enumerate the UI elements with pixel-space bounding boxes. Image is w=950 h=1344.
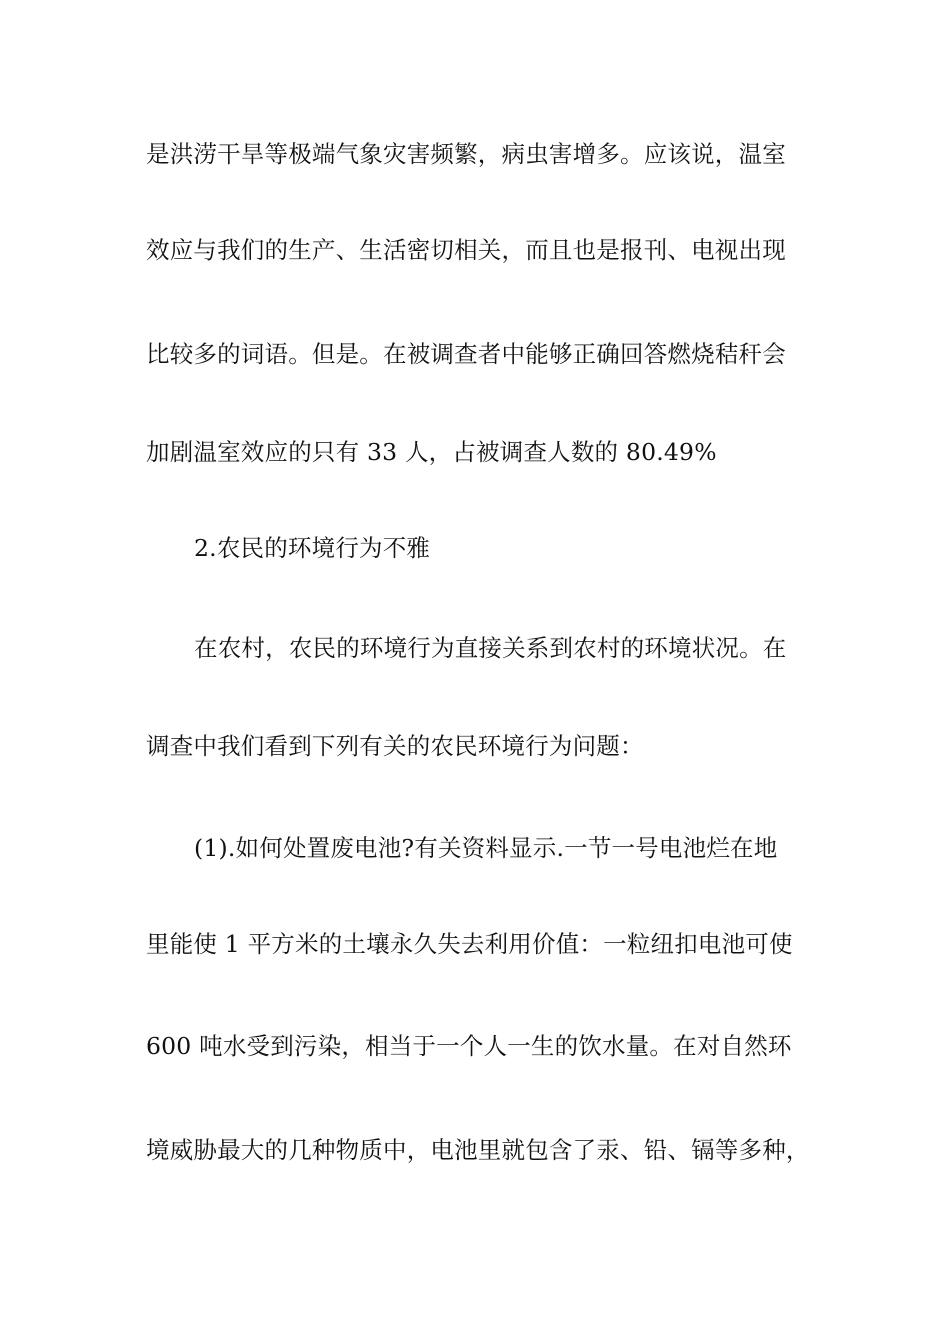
paragraph-line: 境威胁最大的几种物质中，电池里就包含了汞、铅、镉等多种， [146,1136,810,1164]
section-heading: 2.农民的环境行为不雅 [194,534,431,562]
paragraph-line: 调查中我们看到下列有关的农民环境行为问题： [146,732,644,760]
paragraph-line: 在农村，农民的环境行为直接关系到农村的环境状况。在 [194,634,787,662]
paragraph-line: 加剧温室效应的只有 33 人，占被调查人数的 80.49% [146,438,717,466]
paragraph-line: 效应与我们的生产、生活密切相关，而且也是报刊、电视出现 [146,236,786,264]
paragraph-line: 里能使 1 平方米的土壤永久失去利用价值：一粒纽扣电池可使 [146,930,793,958]
paragraph-line: 是洪涝干旱等极端气象灾害频繁，病虫害增多。应该说，温室 [146,140,786,168]
paragraph-line: 600 吨水受到污染，相当于一个人一生的饮水量。在对自然环 [146,1032,792,1060]
paragraph-line: 比较多的词语。但是。在被调查者中能够正确回答燃烧秸秆会 [146,340,786,368]
list-item-line: (1).如何处置废电池?有关资料显示.一节一号电池烂在地 [194,834,778,862]
